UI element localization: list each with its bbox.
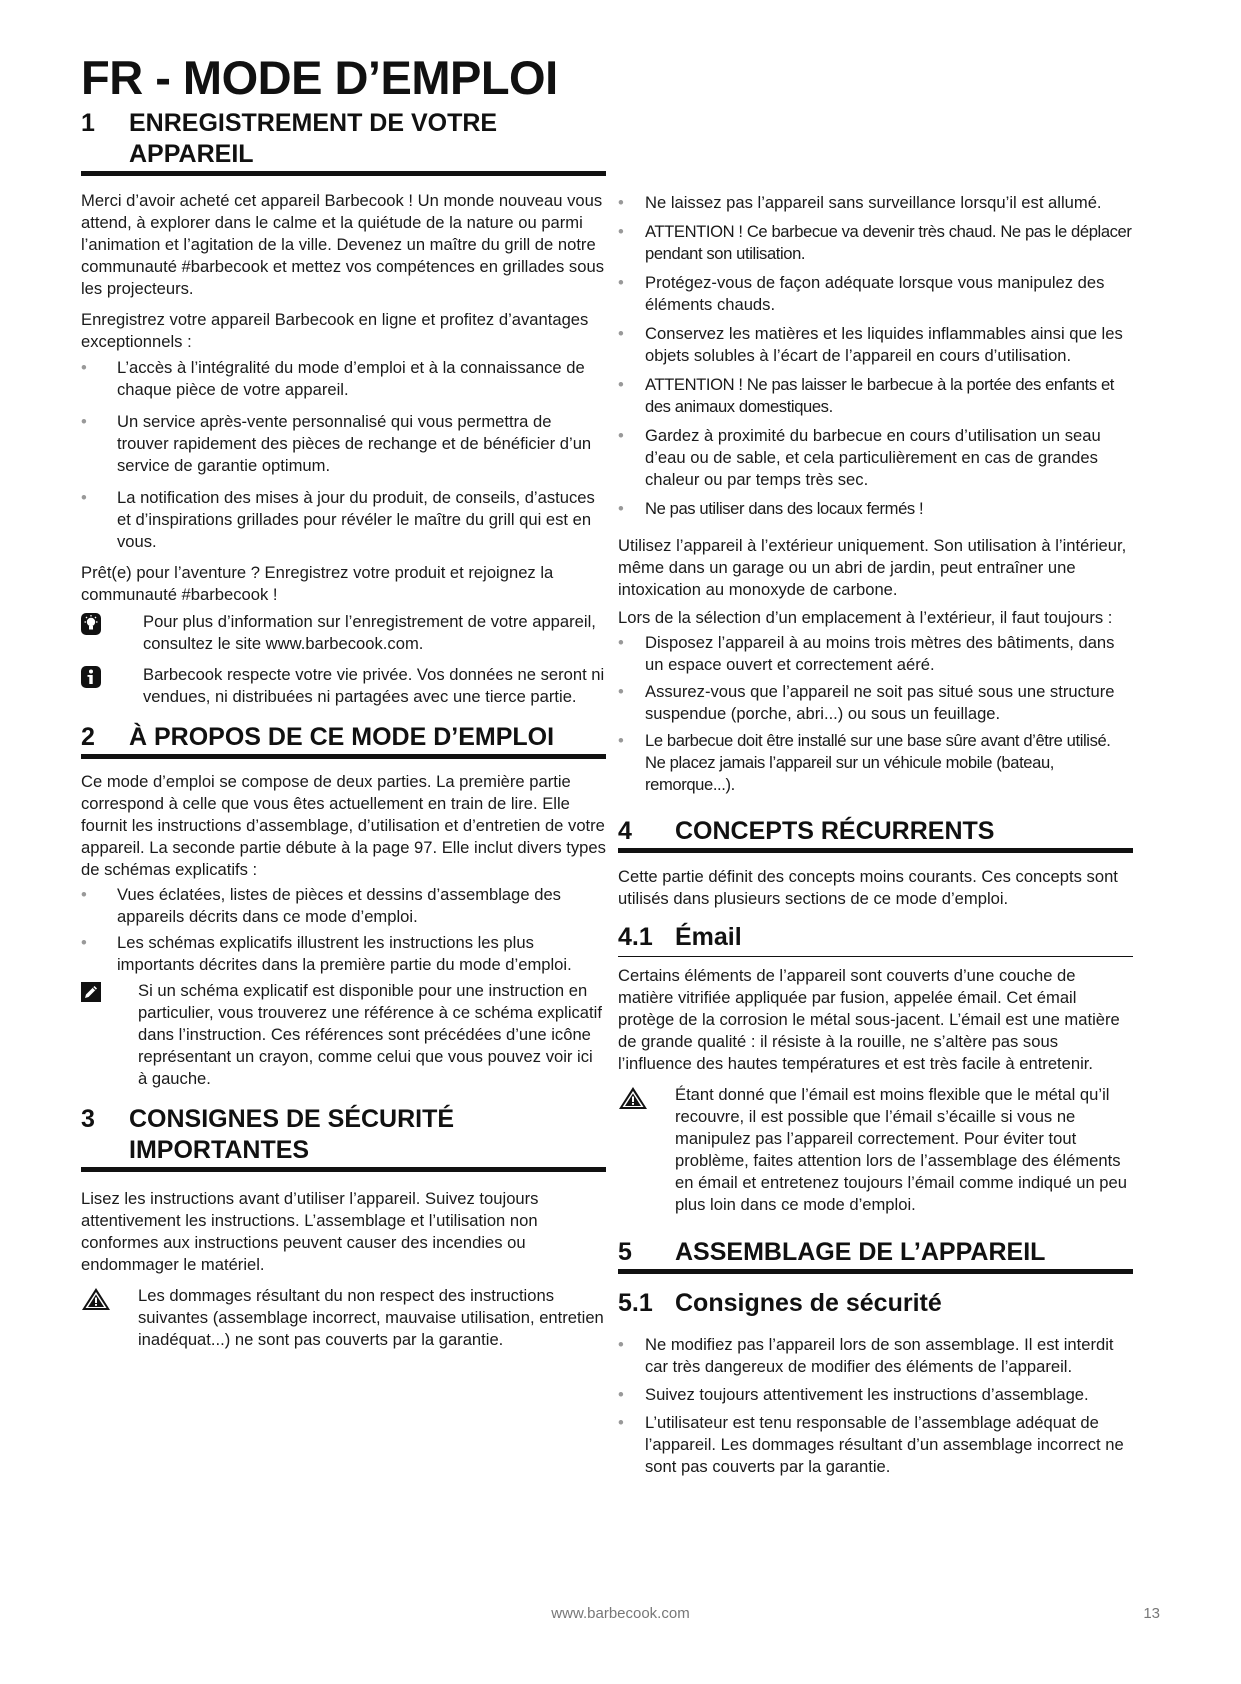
assembly-bullet-list — [618, 1334, 1133, 1478]
section-number: 3 — [81, 1105, 95, 1133]
info-text: Barbecook respecte votre vie privée. Vos données ne seront ni vendues, ni distribuées ni partagées avec une tierce partie. — [143, 665, 605, 706]
list-item: • Le barbecue doit être installé sur une base sûre avant d’être utilisé. Ne placez jamais l’appareil sur un véhicule mobile (bateau, remorque...). — [618, 730, 1133, 796]
bullet-list — [81, 357, 606, 553]
safety-bullet-list — [618, 192, 1133, 520]
subsection-number: 4.1 — [618, 923, 653, 951]
paragraph: Ce mode d’emploi se compose de deux parties. La première partie correspond à celle que vous êtes actuellement en train de lire. Elle fournit les instructions d’assemblage, d’utilisation et d’entretien de votre appareil. La seconde partie débute à la page 97. Elle inclut divers types de schémas explicatifs : — [81, 772, 606, 879]
section-5-heading — [618, 1237, 1133, 1274]
list-item: • Assurez-vous que l’appareil ne soit pas situé sous une structure suspendue (porche, abri...) ou sous un feuillage. — [618, 681, 1133, 725]
warning-note — [81, 1285, 606, 1351]
list-item: • Les schémas explicatifs illustrent les instructions les plus importants décrites dans la première partie du mode d’emploi. — [81, 932, 606, 976]
list-item: • Conservez les matières et les liquides inflammables ainsi que les objets solubles à l’écart de l’appareil en cours d’utilisation. — [618, 323, 1133, 367]
subsection-5-1-heading — [618, 1288, 1133, 1322]
subsection-title: Consignes de sécurité — [675, 1289, 942, 1317]
info-note — [81, 664, 606, 708]
list-item: • Ne pas utiliser dans des locaux fermés ! — [618, 498, 1133, 520]
section-number: 2 — [81, 723, 95, 751]
section-title: CONSIGNES DE SÉCURITÉ IMPORTANTES — [129, 1105, 455, 1164]
paragraph: Certains éléments de l’appareil sont couverts d’une couche de matière vitrifiée appliquée par fusion, appelée émail. Cet émail protège de la corrosion le métal sous-jacent. L’émail est une matière de grande qualité : il résiste à la rouille, ne s’altère pas sous l’influence des hautes températures et est très facile à entretenir. — [618, 966, 1120, 1073]
list-item: • L’utilisateur est tenu responsable de l’assemblage adéquat de l’appareil. Les dommages résultant d’un assemblage incorrect ne sont pas couverts par la garantie. — [618, 1412, 1133, 1478]
list-item: • Ne modifiez pas l’appareil lors de son assemblage. Il est interdit car très dangereux de modifier des éléments de l’appareil. — [618, 1334, 1133, 1378]
paragraph: Lors de la sélection d’un emplacement à l’extérieur, il faut toujours : — [618, 608, 1113, 627]
location-bullet-list — [618, 632, 1133, 796]
page-number: 13 — [1143, 1605, 1160, 1622]
list-item: • ATTENTION ! Ne pas laisser le barbecue à la portée des enfants et des animaux domestiques. — [618, 374, 1133, 418]
info-icon — [81, 664, 143, 693]
tip-note — [81, 611, 606, 655]
warning-note — [618, 1084, 1133, 1216]
pencil-note — [81, 980, 606, 1090]
section-number: 5 — [618, 1238, 632, 1266]
list-item: • Ne laissez pas l’appareil sans surveillance lorsqu’il est allumé. — [618, 192, 1133, 214]
bullet-list — [81, 884, 606, 976]
list-item: • ATTENTION ! Ce barbecue va devenir très chaud. Ne pas le déplacer pendant son utilisation. — [618, 221, 1133, 265]
section-title: CONCEPTS RÉCURRENTS — [675, 817, 995, 845]
right-column — [618, 192, 1133, 1478]
list-item: • La notification des mises à jour du produit, de conseils, d’astuces et d’inspirations grillades pour révéler le maître du grill qui est en vous. — [81, 487, 606, 553]
section-number: 1 — [81, 109, 95, 137]
left-column — [81, 108, 606, 1351]
list-item: • L’accès à l’intégralité du mode d’emploi et à la connaissance de chaque pièce de votre appareil. — [81, 357, 606, 401]
list-item: • Suivez toujours attentivement les instructions d’assemblage. — [618, 1384, 1133, 1406]
lightbulb-icon — [81, 611, 143, 640]
list-item: • Protégez-vous de façon adéquate lorsque vous manipulez des éléments chauds. — [618, 272, 1133, 316]
list-item: • Gardez à proximité du barbecue en cours d’utilisation un seau d’eau ou de sable, et cela particulièrement en cas de grandes chaleur ou par temps très sec. — [618, 425, 1133, 491]
section-2-heading — [81, 722, 606, 759]
paragraph: Prêt(e) pour l’aventure ? Enregistrez votre produit et rejoignez la communauté #barbecook ! — [81, 563, 554, 604]
warning-icon — [81, 1285, 138, 1316]
list-item: • Disposez l’appareil à au moins trois mètres des bâtiments, dans un espace ouvert et correctement aéré. — [618, 632, 1133, 676]
section-title: ASSEMBLAGE DE L’APPAREIL — [675, 1238, 1046, 1266]
section-3-heading — [81, 1104, 606, 1172]
pencil-icon — [81, 980, 138, 1007]
paragraph: Merci d’avoir acheté cet appareil Barbecook ! Un monde nouveau vous attend, à explorer dans le calme et la quiétude de la nature ou parmi l’animation et l’agitation de la ville. Devenez un maître du grill de notre communauté #barbecook et mettez vos compétences en grillades sous les projecteurs. — [81, 191, 604, 298]
footer-url: www.barbecook.com — [551, 1605, 690, 1622]
paragraph: Enregistrez votre appareil Barbecook en ligne et profitez d’avantages exceptionnels : — [81, 310, 589, 351]
subsection-number: 5.1 — [618, 1289, 653, 1317]
subsection-4-1-heading — [618, 922, 1133, 957]
warning-icon — [618, 1084, 675, 1115]
list-item: • Vues éclatées, listes de pièces et dessins d’assemblage des appareils décrits dans ce mode d’emploi. — [81, 884, 606, 928]
list-item: • Un service après-vente personnalisé qui vous permettra de trouver rapidement des pièces de rechange et de bénéficier d’un service de garantie optimum. — [81, 411, 606, 477]
section-number: 4 — [618, 817, 632, 845]
section-title: À PROPOS DE CE MODE D’EMPLOI — [129, 723, 555, 751]
section-1-heading — [81, 108, 606, 176]
pencil-note-text: Si un schéma explicatif est disponible pour une instruction en particulier, vous trouverez une référence à ce schéma explicatif dans l’instruction. Ces références sont précédées d’une icône représentant un crayon, comme celui que vous pouvez voir ici à gauche. — [138, 981, 602, 1088]
subsection-title: Émail — [675, 923, 742, 951]
paragraph: Lisez les instructions avant d’utiliser l’appareil. Suivez toujours attentivement les instructions. L’assemblage et l’utilisation non conformes aux instructions peuvent causer des incendies ou endommager le matériel. — [81, 1189, 539, 1274]
section-4-heading — [618, 816, 1133, 853]
warning-text: Étant donné que l’émail est moins flexible que le métal qu’il recouvre, il est possible que l’émail s’écaille si vous ne manipulez pas l’appareil correctement. Pour éviter tout problème, faites attention lors de l’assemblage des éléments en émail et entretenez toujours l’émail comme indiqué un peu plus loin dans ce mode d’emploi. — [675, 1085, 1127, 1214]
paragraph: Cette partie définit des concepts moins courants. Ces concepts sont utilisés dans plusieurs sections de ce mode d’emploi. — [618, 867, 1118, 908]
page-title: FR - MODE D’EMPLOI — [81, 51, 558, 104]
section-title: ENREGISTREMENT DE VOTRE APPAREIL — [129, 109, 498, 168]
warning-text: Les dommages résultant du non respect des instructions suivantes (assemblage incorrect, mauvaise utilisation, entretien inadéquat...) ne sont pas couverts par la garantie. — [138, 1286, 604, 1349]
paragraph: Utilisez l’appareil à l’extérieur uniquement. Son utilisation à l’intérieur, même dans un garage ou un abri de jardin, peut entraîner une intoxication au monoxyde de carbone. — [618, 536, 1127, 599]
tip-text: Pour plus d’information sur l’enregistrement de votre appareil, consultez le site www.barbecook.com. — [143, 612, 596, 653]
